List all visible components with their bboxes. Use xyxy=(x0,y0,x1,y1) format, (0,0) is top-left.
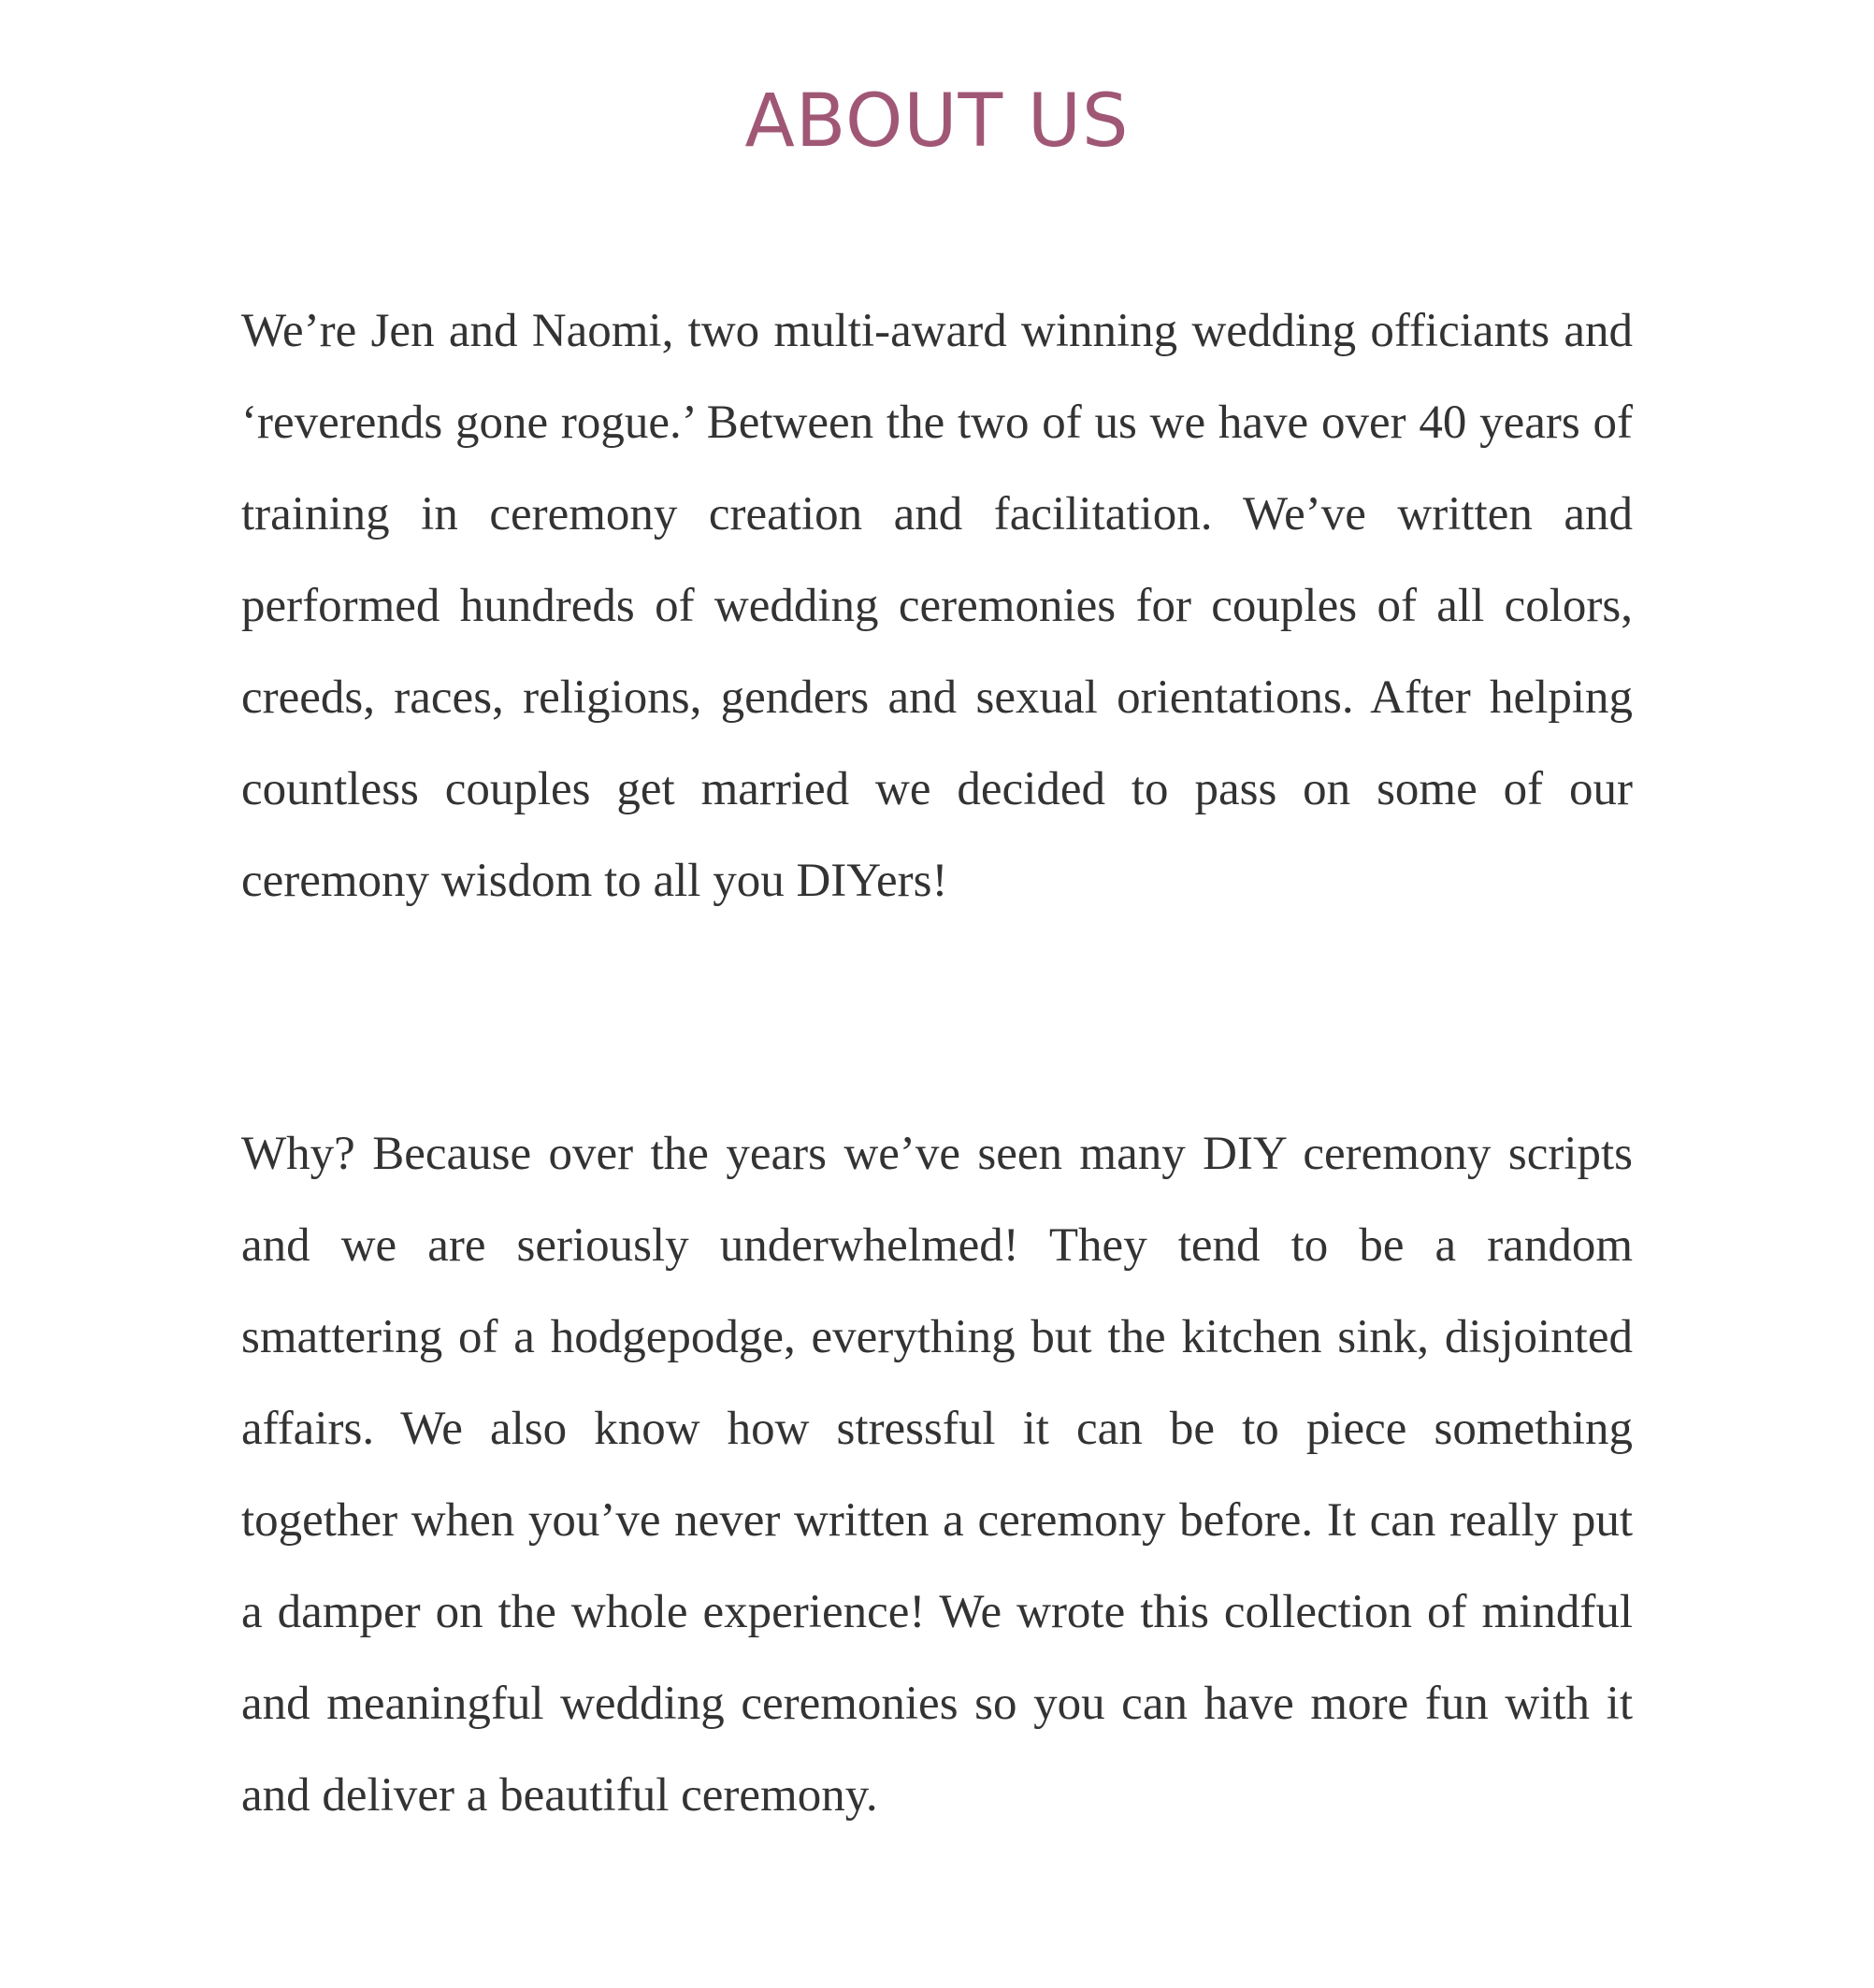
why-paragraph: Why? Because over the years we’ve seen many DIY ceremony scripts and we are seriously underwhelmed! They tend to be a random smattering of a hodgepodge, everything but the kitchen sink, disjointed affairs. We also know how stressful it can be to piece something together when you’ve never written a ceremony before. It can really put a damper on the whole experience! We wrote this collection of mindful and meaningful wedding ceremonies so you can have more fun with it and deliver a beautiful ceremony. xyxy=(241,1128,1633,1822)
intro-paragraph: We’re Jen and Naomi, two multi-award winning wedding officiants and ‘reverends gone rogue.’ Between the two of us we have over 40 years of training in ceremony creation and facilitation. We’ve written and performed hundreds of wedding ceremonies for couples of all colors, creeds, races, religions, genders and sexual orientations. After helping countless couples get married we decided to pass on some of our ceremony wisdom to all you DIYers! xyxy=(241,305,1633,907)
page-title: ABOUT US xyxy=(744,79,1130,164)
